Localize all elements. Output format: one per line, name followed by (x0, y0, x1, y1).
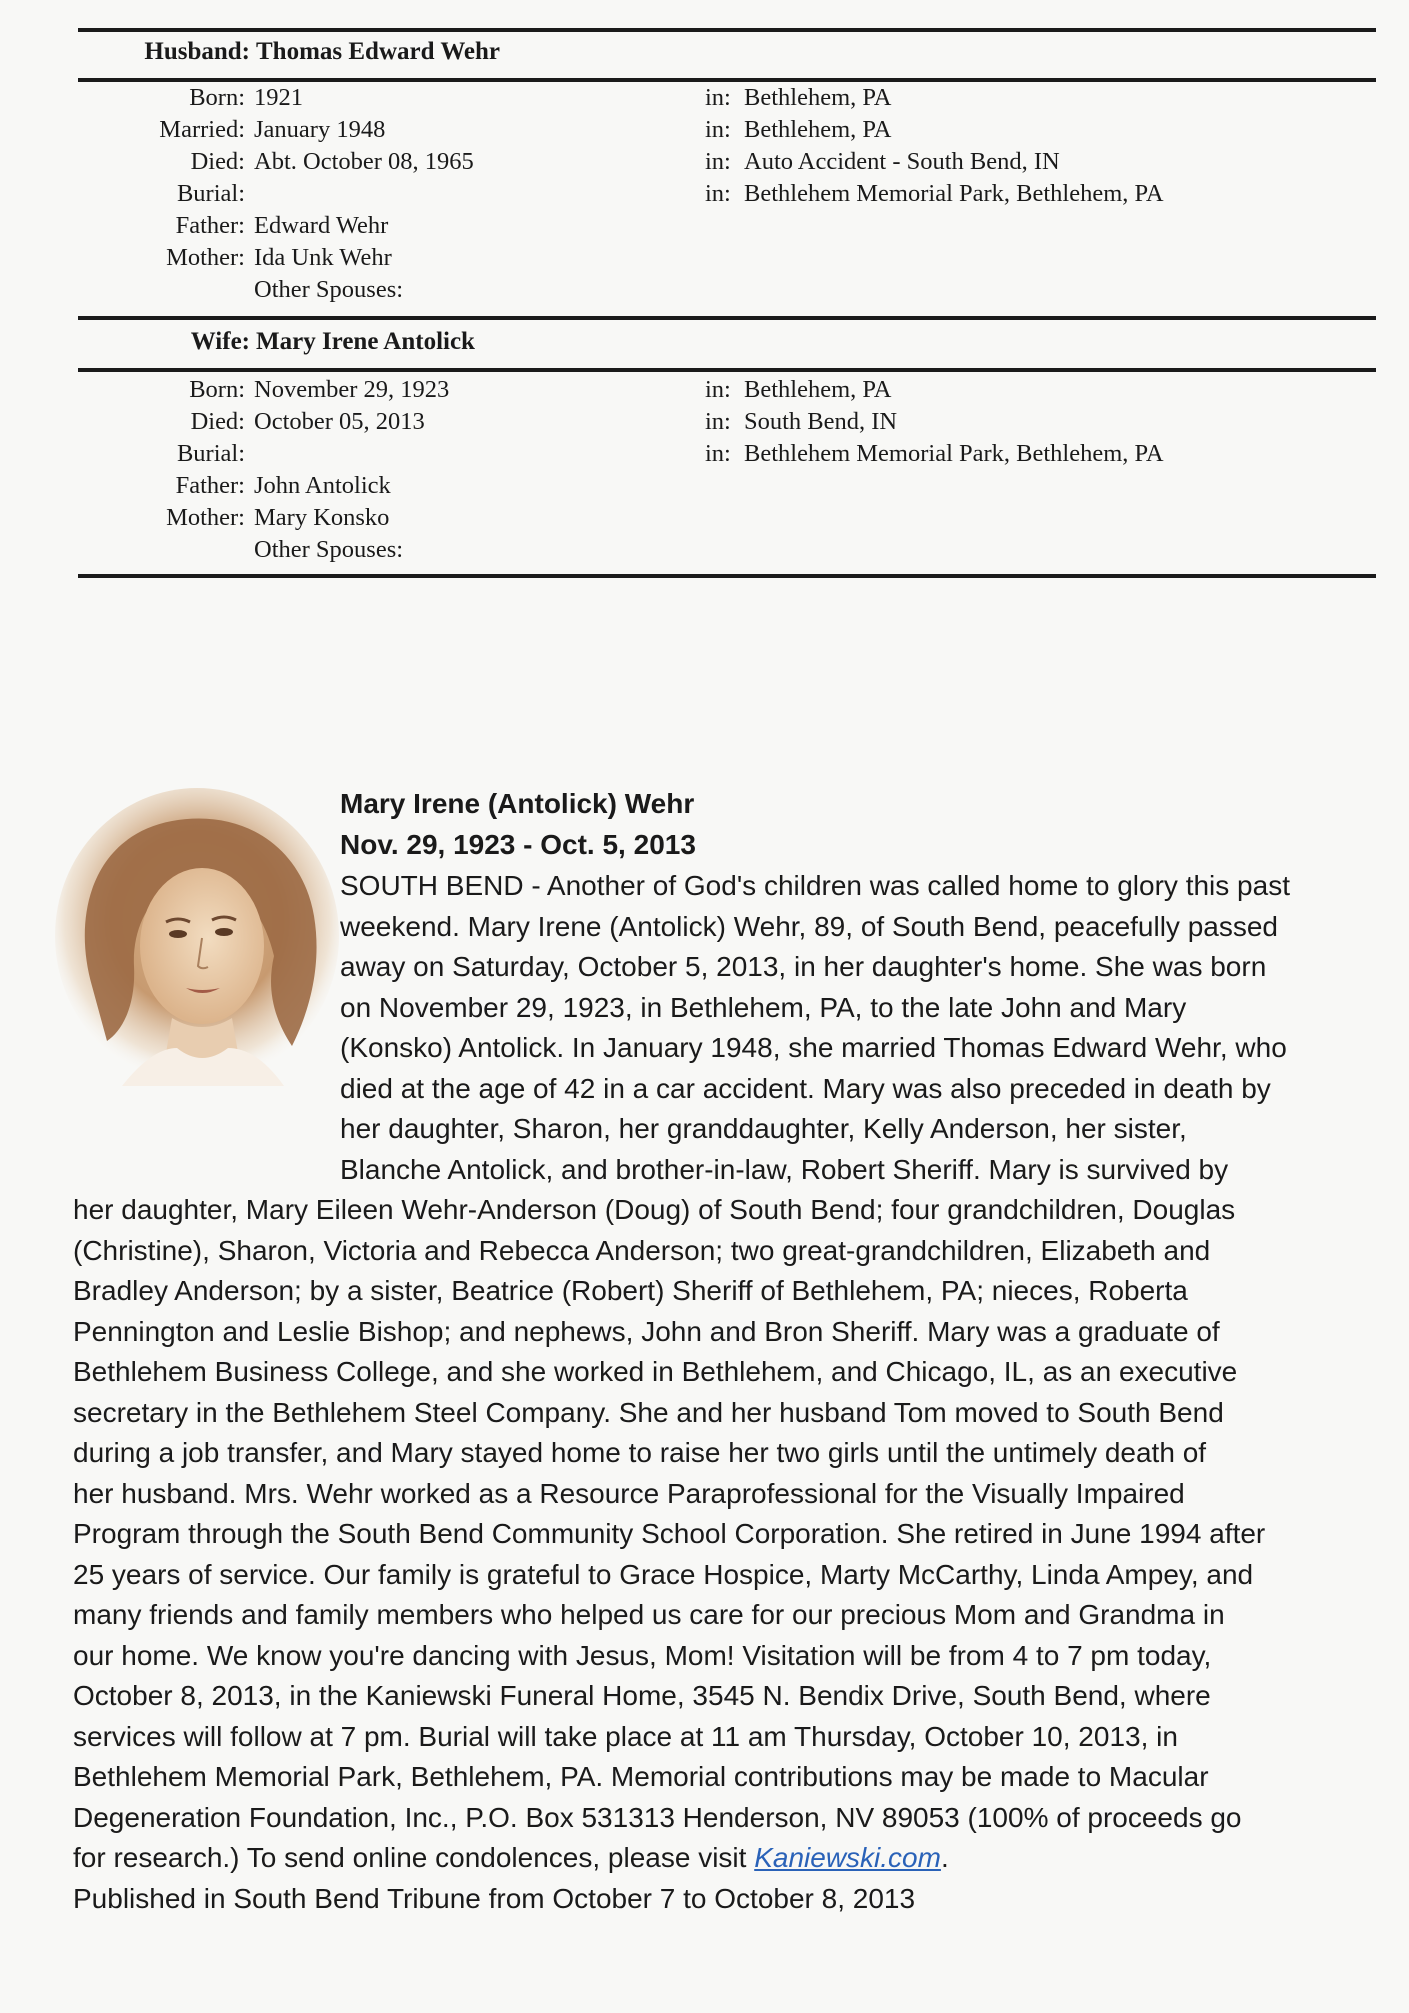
obituary-line: 25 years of service. Our family is grateful to Grace Hospice, Marty McCarthy, Linda Ampey, and (73, 1558, 1254, 1590)
husband-row-born: Born: 1921 in: Bethlehem, PA (189, 84, 892, 111)
wife-row-mother: Mother: Mary Konsko (166, 504, 390, 531)
wife-row-died: Died: October 05, 2013 in: South Bend, IN (190, 408, 898, 435)
obituary-line: services will follow at 7 pm. Burial will take place at 11 am Thursday, October 10, 2013, in (73, 1720, 1178, 1752)
husband-row-died: Died: Abt. October 08, 1965 in: Auto Accident - South Bend, IN (190, 148, 1060, 175)
obituary-line: Pennington and Leslie Bishop; and nephews, John and Bron Sheriff. Mary was a graduate of (73, 1315, 1220, 1347)
wife-row-burial: Burial: in: Bethlehem Memorial Park, Bethlehem, PA (176, 440, 1164, 467)
obituary-dates: Nov. 29, 1923 - Oct. 5, 2013 (340, 829, 696, 860)
obituary-line: Bethlehem Memorial Park, Bethlehem, PA. Memorial contributions may be made to Macular (73, 1761, 1209, 1792)
obituary-line: died at the age of 42 in a car accident. Mary was also preceded in death by (340, 1072, 1271, 1104)
condolence-line: for research.) To send online condolences, please visit Kaniewski.com. (73, 1842, 949, 1873)
obituary-line: (Konsko) Antolick. In January 1948, she married Thomas Edward Wehr, who (340, 1032, 1287, 1063)
husband-row-married: Married: January 1948 in: Bethlehem, PA (159, 116, 892, 143)
husband-row-father: Father: Edward Wehr (175, 212, 389, 239)
husband-name: Thomas Edward Wehr (256, 38, 501, 65)
husband-row-other-spouses: Other Spouses: (254, 276, 404, 303)
wife-row-father: Father: John Antolick (175, 472, 391, 499)
obituary-line: our home. We know you're dancing with Jesus, Mom! Visitation will be from 4 to 7 pm today, (73, 1639, 1212, 1671)
obituary-line: on November 29, 1923, in Bethlehem, PA, to the late John and Mary (340, 991, 1187, 1023)
rule-wife-header (78, 368, 1376, 372)
rule-wife-top (78, 316, 1376, 320)
kaniewski-link[interactable]: Kaniewski.com (754, 1842, 941, 1873)
obituary-line: Bethlehem Business College, and she worked in Bethlehem, and Chicago, IL, as an executive (73, 1356, 1238, 1387)
wife-label: Wife: (190, 328, 250, 355)
husband-header (0, 38, 1409, 70)
obituary-line: away on Saturday, October 5, 2013, in her daughter's home. She was born (340, 951, 1267, 982)
husband-row-mother: Mother: Ida Unk Wehr (166, 244, 392, 271)
husband-label: Husband: (144, 38, 250, 65)
obituary-text-wrapped (340, 866, 1290, 1190)
published-line: Published in South Bend Tribune from October 7 to October 8, 2013 (73, 1882, 916, 1914)
obituary-line: (Christine), Sharon, Victoria and Rebecca Anderson; two great-grandchildren, Elizabeth and (73, 1234, 1211, 1266)
wife-row-born: Born: November 29, 1923 in: Bethlehem, PA (189, 376, 892, 403)
obituary-line: her husband. Mrs. Wehr worked as a Resource Paraprofessional for the Visually Impaired (73, 1477, 1185, 1509)
obituary-line: Bradley Anderson; by a sister, Beatrice (Robert) Sheriff of Bethlehem, PA; nieces, Roberta (73, 1275, 1188, 1306)
obituary-text-full (73, 1190, 1265, 1919)
husband-row-burial: Burial: in: Bethlehem Memorial Park, Bethlehem, PA (176, 180, 1164, 207)
obituary-line: SOUTH BEND - Another of God's children was called home to glory this past (340, 870, 1290, 901)
wife-row-other-spouses: Other Spouses: (254, 536, 404, 563)
wife-header (0, 328, 1409, 360)
obituary-line: October 8, 2013, in the Kaniewski Funeral Home, 3545 N. Bendix Drive, South Bend, where (73, 1680, 1211, 1711)
obituary-name: Mary Irene (Antolick) Wehr (340, 788, 695, 819)
obituary-line: her daughter, Sharon, her granddaughter, Kelly Anderson, her sister, (340, 1113, 1187, 1144)
obituary-line: Blanche Antolick, and brother-in-law, Robert Sheriff. Mary is survived by (340, 1153, 1229, 1185)
obituary-line: Program through the South Bend Community School Corporation. She retired in June 1994 after (73, 1518, 1266, 1549)
rule-top (78, 28, 1376, 32)
obituary-line: during a job transfer, and Mary stayed home to raise her two girls until the untimely death of (73, 1437, 1207, 1468)
rule-bottom (78, 574, 1376, 578)
obituary-line: secretary in the Bethlehem Steel Company. She and her husband Tom moved to South Bend (73, 1396, 1224, 1428)
obituary-line: her daughter, Mary Eileen Wehr-Anderson (Doug) of South Bend; four grandchildren, Douglas (73, 1194, 1236, 1225)
rule-husband-header (78, 78, 1376, 82)
obituary-line: Degeneration Foundation, Inc., P.O. Box 531313 Henderson, NV 89053 (100% of proceeds go (73, 1801, 1242, 1833)
wife-name: Mary Irene Antolick (256, 328, 475, 355)
obituary-line: many friends and family members who helped us care for our precious Mom and Grandma in (73, 1599, 1225, 1630)
obituary-line: weekend. Mary Irene (Antolick) Wehr, 89, of South Bend, peacefully passed (340, 910, 1278, 942)
portrait-photo (52, 786, 342, 1086)
